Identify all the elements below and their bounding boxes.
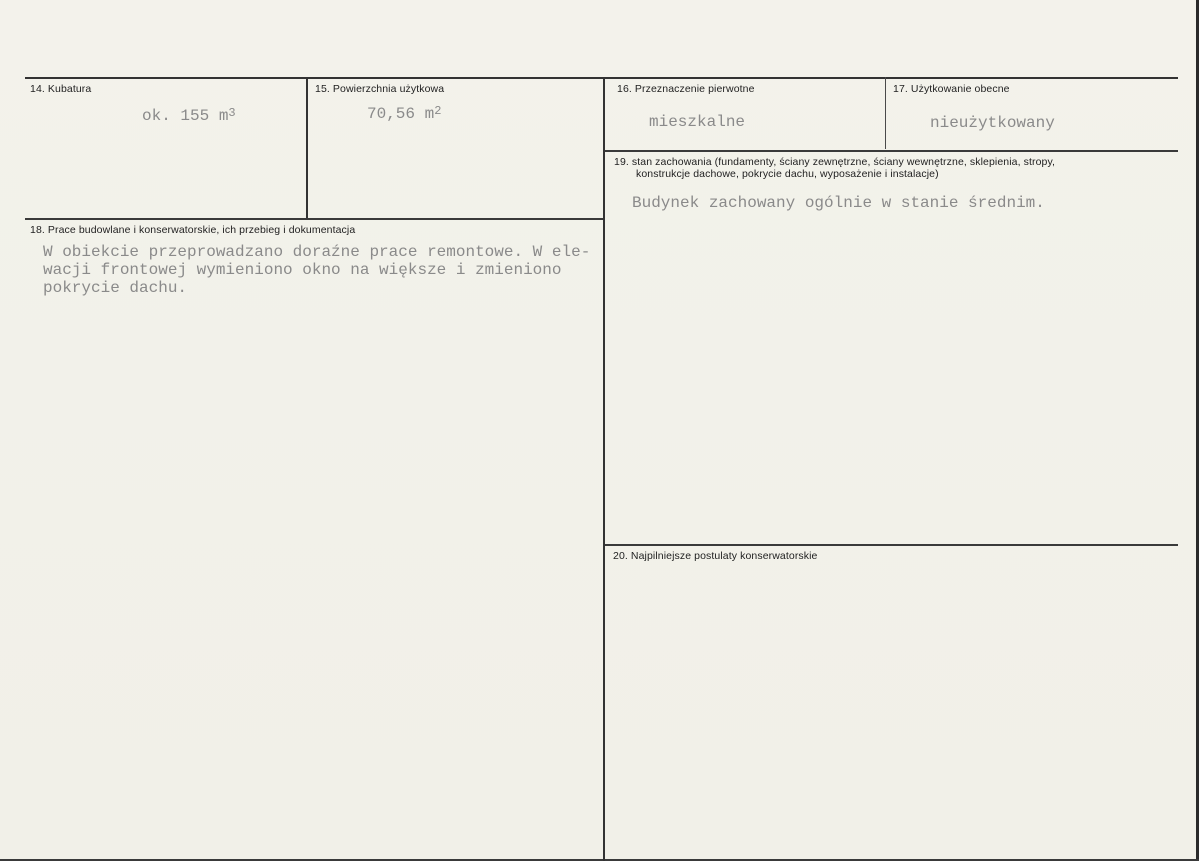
field-15-value-text: 70,56 m xyxy=(367,105,435,123)
field-15-value xyxy=(367,105,441,124)
field-18-label: 18. Prace budowlane i konserwatorskie, ich przebieg i dokumentacja xyxy=(30,224,356,236)
field-17-label: 17. Użytkowanie obecne xyxy=(893,83,1010,95)
divider-16-17 xyxy=(885,77,886,149)
rule-under-16-17 xyxy=(605,150,1178,152)
field-14-unit-exponent: 3 xyxy=(228,106,236,120)
field-16-value: mieszkalne xyxy=(649,113,746,131)
field-14-value xyxy=(142,107,236,126)
field-19-label-line-1: 19. stan zachowania (fundamenty, ściany zewnętrzne, ściany wewnętrzne, sklepienia, stropy, xyxy=(614,156,1056,168)
field-18-line-1: W obiekcie przeprowadzano doraźne prace remontowe. W ele- xyxy=(43,243,591,261)
top-rule xyxy=(25,77,1178,79)
field-19-label-line-2: konstrukcje dachowe, pokrycie dachu, wyposażenie i instalacje) xyxy=(636,168,939,180)
rule-above-20 xyxy=(605,544,1178,546)
field-14-label: 14. Kubatura xyxy=(30,83,92,95)
field-15-label: 15. Powierzchnia użytkowa xyxy=(315,83,445,95)
field-14-value-text: ok. 155 m xyxy=(142,107,229,125)
field-20-label: 20. Najpilniejsze postulaty konserwatorskie xyxy=(613,550,818,562)
divider-center xyxy=(603,77,605,861)
field-17-value: nieużytkowany xyxy=(930,114,1055,132)
divider-14-15 xyxy=(306,77,308,219)
rule-under-14-15 xyxy=(25,218,603,220)
field-18-line-2: wacji frontowej wymieniono okno na większe i zmieniono xyxy=(43,261,562,279)
field-15-unit-exponent: 2 xyxy=(434,104,442,118)
field-18-line-3: pokrycie dachu. xyxy=(43,279,188,297)
field-19-value: Budynek zachowany ogólnie w stanie średnim. xyxy=(632,194,1045,212)
field-16-label: 16. Przeznaczenie pierwotne xyxy=(617,83,755,95)
